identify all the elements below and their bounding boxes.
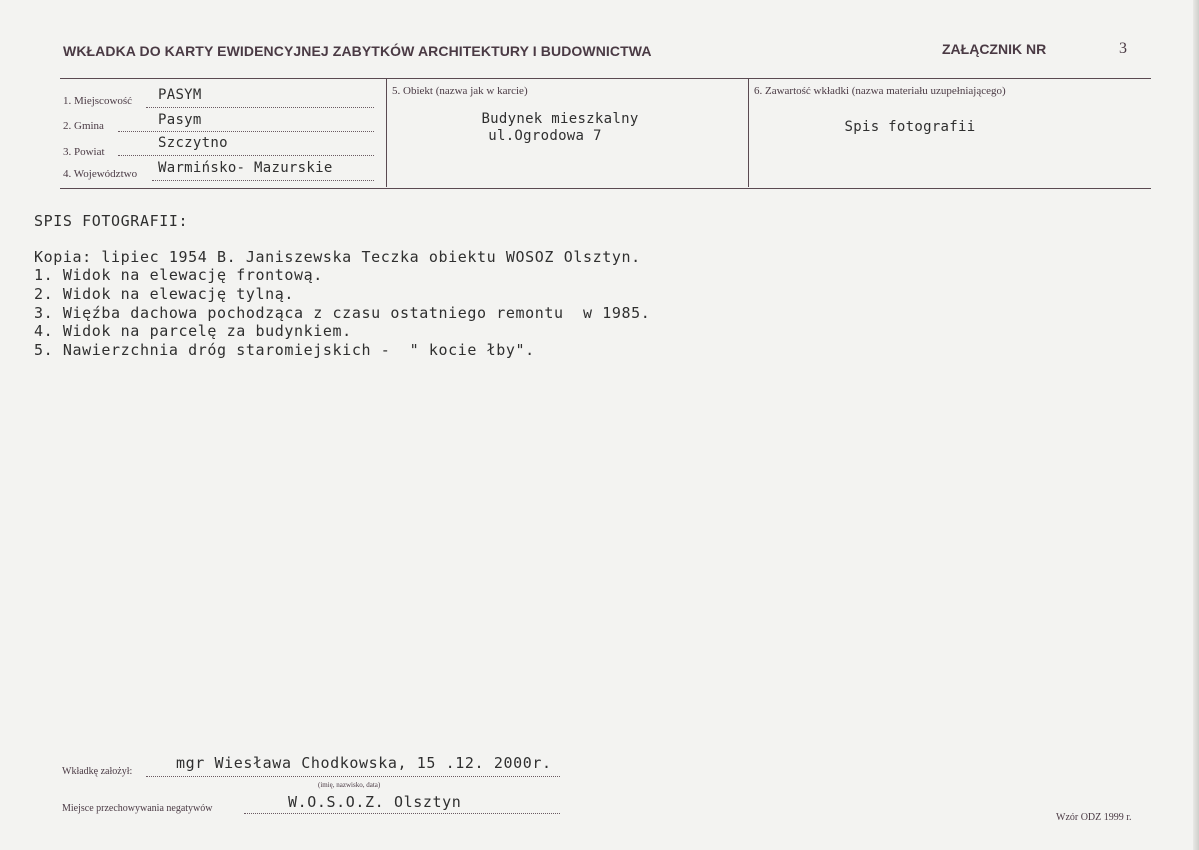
wojewodztwo-label: 4. Województwo	[63, 168, 138, 180]
powiat-value: Szczytno	[158, 135, 228, 151]
column-divider-2	[748, 79, 749, 187]
storage-label: Miejsce przechowywania negatywów	[62, 803, 213, 814]
object-name: Budynek mieszkalny	[481, 111, 639, 127]
wojewodztwo-value: Warmińsko- Mazurskie	[158, 160, 333, 176]
form-title: WKŁADKA DO KARTY EWIDENCYJNEJ ZABYTKÓW ARCHITEKTURY I BUDOWNICTWA	[63, 43, 652, 59]
miejscowosc-label: 1. Miejscowość	[63, 95, 133, 107]
contents-label: 6. Zawartość wkładki (nazwa materiału uzupełniającego)	[754, 85, 1006, 97]
photo-list-source: Kopia: lipiec 1954 B. Janiszewska Teczka obiektu WOSOZ Olsztyn.	[34, 248, 641, 266]
photo-list-item-1: 1. Widok na elewację frontową.	[34, 266, 323, 284]
page-edge	[1193, 0, 1199, 850]
wojewodztwo-line	[152, 180, 374, 181]
object-address: ul.Ogrodowa 7	[488, 128, 602, 144]
photo-list-item-2: 2. Widok na elewację tylną.	[34, 285, 295, 303]
miejscowosc-line	[146, 107, 374, 108]
form-version: Wzór ODZ 1999 r.	[1056, 812, 1132, 823]
storage-line	[244, 813, 560, 814]
photo-list-item-3: 3. Więźba dachowa pochodząca z czasu ostatniego remontu w 1985.	[34, 304, 651, 322]
attachment-label: ZAŁĄCZNIK NR	[942, 41, 1047, 57]
founder-sub-label: (imię, nazwisko, data)	[318, 781, 381, 789]
founder-value: mgr Wiesława Chodkowska, 15 .12. 2000r.	[176, 754, 552, 772]
storage-value: W.O.S.O.Z. Olsztyn	[288, 793, 462, 811]
contents-value: Spis fotografii	[844, 119, 976, 135]
gmina-line	[118, 131, 374, 132]
attachment-number: 3	[1119, 40, 1127, 57]
gmina-label: 2. Gmina	[63, 120, 104, 132]
gmina-value: Pasym	[158, 112, 202, 128]
miejscowosc-value: PASYM	[158, 87, 202, 103]
object-label: 5. Obiekt (nazwa jak w karcie)	[392, 85, 528, 97]
photo-list-item-4: 4. Widok na parcelę za budynkiem.	[34, 322, 352, 340]
column-divider-1	[386, 79, 387, 187]
founder-label: Wkładkę założył:	[62, 766, 133, 777]
powiat-line	[118, 155, 374, 156]
photo-list-heading: SPIS FOTOGRAFII:	[34, 212, 189, 230]
powiat-label: 3. Powiat	[63, 146, 105, 158]
photo-list-item-5: 5. Nawierzchnia dróg staromiejskich - " kocie łby".	[34, 341, 535, 359]
founder-line	[146, 776, 560, 777]
